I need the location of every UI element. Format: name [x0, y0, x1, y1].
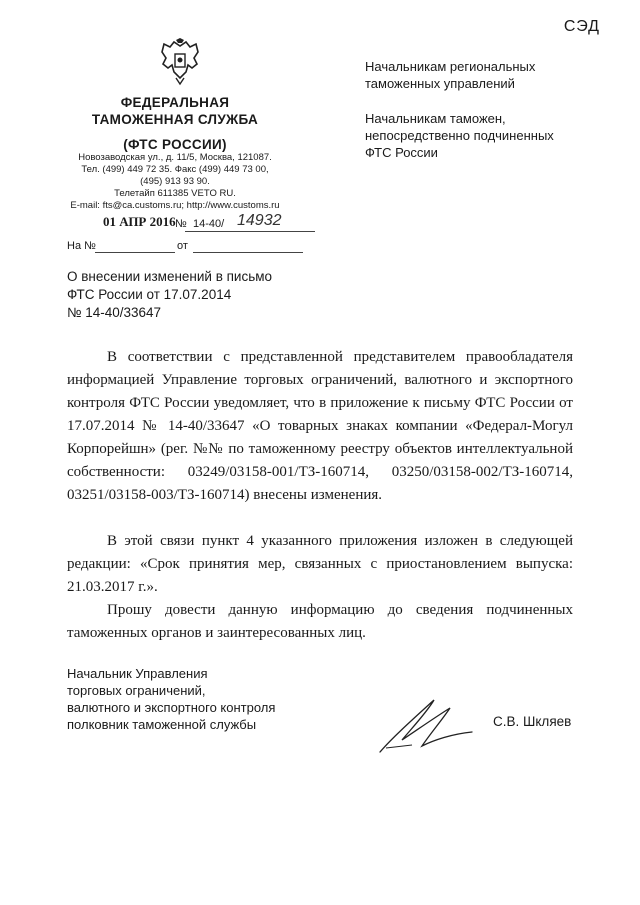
addressee-line: Начальникам региональных [365, 59, 536, 74]
contact-phone: Тел. (499) 449 72 35. Факс (499) 449 73 00, [81, 164, 269, 175]
reply-reference-line [67, 240, 307, 256]
letter-subject [67, 268, 272, 322]
body-paragraph-3 [67, 599, 573, 645]
registration-number: 14-40/ [193, 218, 225, 230]
paragraph-text: В этой связи пункт 4 указанного приложения изложен в следующей редакции: «Срок принятия мер, связанных с приостановлением выпуска: 21.03.2017 г.». [67, 533, 573, 595]
subject-line: ФТС России от 17.07.2014 [67, 287, 232, 302]
coat-of-arms-icon [158, 38, 202, 86]
addressee-line: Начальникам таможен, [365, 111, 506, 126]
reply-to-blank [95, 252, 175, 253]
subject-line: О внесении изменений в письмо [67, 269, 273, 284]
addressee-block-2 [365, 110, 554, 161]
reply-from-blank [193, 252, 303, 253]
agency-contacts [55, 152, 295, 212]
registration-date: 01 АПР 2016 [103, 214, 176, 229]
paragraph-text: В соответствии с представленной представителем правообладателя информацией Управление торговых ограничений, валютного и экспортного контроля ФТС России уведомляет, что в приложение к письму ФТС России от 17.07.2014 № 14-40/33647 «О товарных знаках компании «Федерал-Могул Корпорейшн» (рег. №№ по таможенному реестру объектов интеллектуальной собственности: 03249/03158-001/ТЗ-160714, 03250/03158-002/ТЗ-160714, 03251/03158-003/ТЗ-160714) внесены изменения. [67, 349, 573, 503]
registration-number-underline [185, 231, 315, 232]
addressee-block-1 [365, 58, 535, 92]
addressee-line: ФТС России [365, 145, 438, 160]
reply-to-label: На № [67, 240, 96, 252]
registration-number-label: № [175, 218, 187, 230]
body-paragraph-2 [67, 530, 573, 599]
position-line: полковник таможенной службы [67, 717, 257, 732]
position-line: Начальник Управления [67, 666, 208, 681]
registration-number-handwritten: 14932 [237, 212, 282, 229]
signatory-position [67, 665, 275, 733]
agency-abbreviation: (ФТС РОССИИ) [123, 137, 227, 152]
contact-phone-2: (495) 913 93 90. [140, 176, 210, 187]
agency-name [60, 94, 290, 153]
contact-address: Новозаводская ул., д. 11/5, Москва, 121087. [78, 152, 272, 163]
contact-teletype: Телетайп 611385 VETO RU. [114, 188, 236, 199]
handwritten-signature [372, 690, 482, 760]
addressee-line: таможенных управлений [365, 76, 515, 91]
agency-line-1: ФЕДЕРАЛЬНАЯ [120, 95, 230, 110]
registration-line [67, 212, 307, 234]
subject-line: № 14-40/33647 [67, 305, 162, 320]
paragraph-text: Прошу довести данную информацию до сведения подчиненных таможенных органов и заинтересованных лиц. [67, 602, 573, 641]
position-line: валютного и экспортного контроля [67, 700, 276, 715]
position-line: торговых ограничений, [67, 683, 206, 698]
contact-email: E-mail: fts@ca.customs.ru; http://www.customs.ru [70, 200, 280, 211]
body-paragraph-1 [67, 346, 573, 507]
reply-from-label: от [177, 240, 188, 252]
signatory-name: С.В. Шкляев [493, 714, 572, 729]
addressee-line: непосредственно подчиненных [365, 128, 554, 143]
agency-line-2: ТАМОЖЕННАЯ СЛУЖБА [91, 112, 259, 127]
sed-stamp: СЭД [563, 18, 600, 35]
